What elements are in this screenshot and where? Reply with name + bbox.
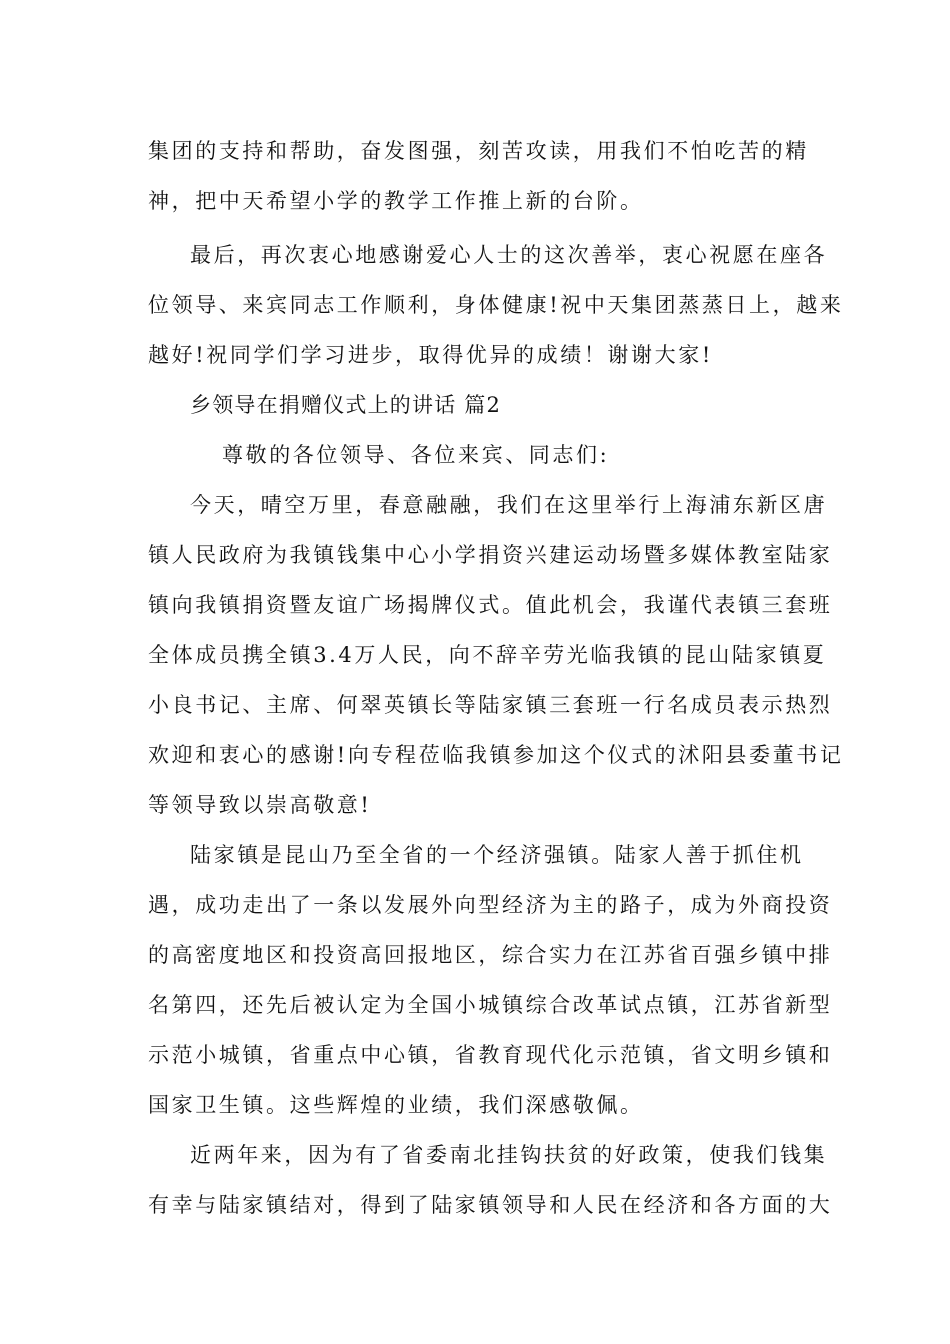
text-line: 位领导、来宾同志工作顺利，身体健康!祝中天集团蒸蒸日上，越来 (148, 293, 844, 317)
text-line: 今天，晴空万里，春意融融，我们在这里举行上海浦东新区唐 (190, 493, 828, 517)
section-heading: 乡领导在捐赠仪式上的讲话 篇2 (190, 393, 502, 417)
salutation: 尊敬的各位领导、各位来宾、同志们: (222, 443, 610, 467)
text-line: 越好!祝同学们学习进步，取得优异的成绩！谢谢大家! (148, 343, 713, 367)
text-line: 全体成员携全镇3.4万人民，向不辞辛劳光临我镇的昆山陆家镇夏 (148, 643, 827, 667)
text-line: 神，把中天希望小学的教学工作推上新的台阶。 (148, 189, 644, 213)
text-line: 有幸与陆家镇结对，得到了陆家镇领导和人民在经济和各方面的大 (148, 1193, 833, 1217)
text-line: 小良书记、主席、何翠英镇长等陆家镇三套班一行名成员表示热烈 (148, 693, 833, 717)
text-line: 国家卫生镇。这些辉煌的业绩，我们深感敬佩。 (148, 1093, 644, 1117)
text-line: 镇人民政府为我镇钱集中心小学捐资兴建运动场暨多媒体教室陆家 (148, 543, 833, 567)
text-line: 欢迎和衷心的感谢!向专程莅临我镇参加这个仪式的沭阳县委董书记 (148, 743, 844, 767)
text-line: 遇，成功走出了一条以发展外向型经济为主的路子，成为外商投资 (148, 893, 833, 917)
text-line: 近两年来，因为有了省委南北挂钩扶贫的好政策，使我们钱集 (190, 1143, 828, 1167)
text-line: 名第四，还先后被认定为全国小城镇综合改革试点镇，江苏省新型 (148, 993, 833, 1017)
text-line: 等领导致以崇高敬意! (148, 793, 372, 817)
text-line: 示范小城镇，省重点中心镇，省教育现代化示范镇，省文明乡镇和 (148, 1043, 833, 1067)
text-line: 陆家镇是昆山乃至全省的一个经济强镇。陆家人善于抓住机 (190, 843, 804, 867)
text-line: 最后，再次衷心地感谢爱心人士的这次善举，衷心祝愿在座各 (190, 243, 828, 267)
text-line: 镇向我镇捐资暨友谊广场揭牌仪式。值此机会，我谨代表镇三套班 (148, 593, 833, 617)
text-line: 的高密度地区和投资高回报地区，综合实力在江苏省百强乡镇中排 (148, 943, 833, 967)
text-line: 集团的支持和帮助，奋发图强，刻苦攻读，用我们不怕吃苦的精 (148, 139, 809, 163)
